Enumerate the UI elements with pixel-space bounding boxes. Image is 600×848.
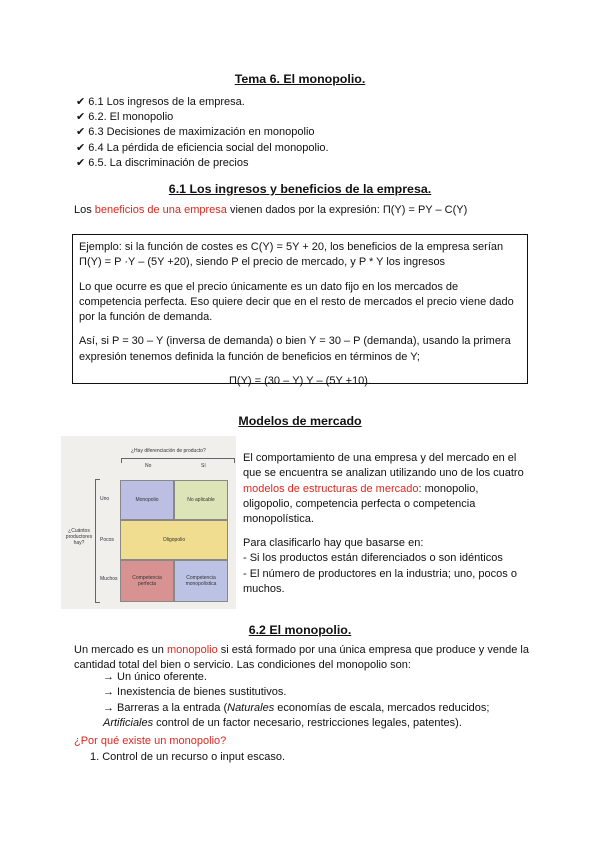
figure-row-muchos: Muchos xyxy=(100,576,118,582)
figure-col-si: Sí xyxy=(201,463,206,469)
condition-item: → Un único oferente. xyxy=(103,671,207,683)
barrier-text: control de un factor necesario, restricciones legales, patentes). xyxy=(153,717,462,729)
barrier-text: → Barreras a la entrada ( xyxy=(103,701,228,714)
models-paragraph xyxy=(243,451,528,527)
intro-text: Un mercado es un xyxy=(74,644,167,656)
intro-text: si está formado por una única empresa que produce y vende la cantidad total del bien o servicio. Las condiciones del monopolio son: xyxy=(74,644,529,672)
criteria-lead: Para clasificarlo hay que basarse en: xyxy=(243,537,424,549)
cell-no-aplicable: No aplicable xyxy=(174,480,228,520)
cell-competencia-perfecta: Competencia perfecta xyxy=(120,560,174,602)
models-text: El comportamiento de una empresa y del mercado en el que se encuentra se analizan utilizando uno de los cuatro xyxy=(243,452,524,480)
intro-highlight: beneficios de una empresa xyxy=(94,204,227,216)
barrier-artificial: Artificiales xyxy=(103,717,154,729)
figure-col-no: No xyxy=(145,463,152,469)
condition-item xyxy=(103,701,489,716)
page-title: Tema 6. El monopolio. xyxy=(234,72,366,86)
intro-text: vienen dados por la expresión: Π(Y) = PY – C(Y) xyxy=(226,204,468,216)
classification-criteria xyxy=(243,536,528,597)
figure-row-uno: Uno xyxy=(100,496,110,502)
market-structure-figure xyxy=(61,436,236,609)
figure-top-bracket xyxy=(121,458,235,463)
intro-highlight: monopolio xyxy=(166,644,218,656)
section-heading-6-1: 6.1 Los ingresos y beneficios de la empresa. xyxy=(168,182,432,196)
barrier-continuation xyxy=(103,716,462,731)
models-highlight: modelos de estructuras de mercado xyxy=(243,482,419,495)
toc-item: ✔ 6.1 Los ingresos de la empresa. xyxy=(76,96,245,108)
section-heading-6-2: 6.2 El monopolio. xyxy=(248,623,352,637)
criteria-item: - El número de productores en la industria; uno, pocos o muchos. xyxy=(243,567,517,595)
example-paragraph: Ejemplo: si la función de costes es C(Y) = 5Y + 20, los beneficios de la empresa serían Π(Y) = P ·Y – (5Y +20), siendo P el precio de mercado, y P * Y los ingresos xyxy=(79,241,504,269)
cell-oligopolio: Oligopolio xyxy=(120,520,228,560)
example-paragraph: Lo que ocurre es que el precio únicamente es un dato fijo en los mercados de competencia perfecta. Eso quiere decir que en el resto de mercados el precio viene dado por la función de demanda. xyxy=(79,280,514,324)
barrier-natural: Naturales xyxy=(227,701,275,714)
section-2-intro xyxy=(74,643,530,674)
example-box xyxy=(72,234,528,388)
reason-item: 1. Control de un recurso o input escaso. xyxy=(90,751,286,763)
condition-item: → Inexistencia de bienes sustitutivos. xyxy=(103,686,287,699)
toc-list xyxy=(76,95,329,171)
toc-item: ✔ 6.4 La pérdida de eficiencia social del monopolio. xyxy=(76,141,329,154)
why-monopoly-question: ¿Por qué existe un monopolio? xyxy=(74,735,227,747)
figure-row-pocos: Pocos xyxy=(100,537,114,543)
toc-item: ✔ 6.5. La discriminación de precios xyxy=(76,156,249,169)
cell-monopolio: Monopolio xyxy=(120,480,174,520)
toc-item: ✔ 6.3 Decisiones de maximización en monopolio xyxy=(76,126,315,139)
example-paragraph: Así, si P = 30 – Y (inversa de demanda) o bien Y = 30 – P (demanda), usando la primera expresión tenemos definida la función de beneficios en términos de Y; xyxy=(79,335,511,363)
monopoly-conditions xyxy=(103,670,489,716)
cell-competencia-monopolistica: Competencia monopolística xyxy=(174,560,228,602)
example-formula: Π(Y) = (30 – Y) Y – (5Y +10). xyxy=(228,375,372,388)
toc-item: ✔ 6.2. El monopolio xyxy=(76,111,174,124)
section-1-intro xyxy=(74,203,467,218)
models-text: : monopolio, oligopolio, competencia perfecta o competencia monopolística. xyxy=(243,482,479,526)
models-heading: Modelos de mercado xyxy=(238,414,362,428)
barrier-text: economías de escala, mercados reducidos; xyxy=(274,701,490,714)
figure-row-question: ¿Cuántos productores hay? xyxy=(65,528,93,546)
criteria-item: - Si los productos están diferenciados o son idénticos xyxy=(243,552,503,565)
intro-text: Los xyxy=(74,204,95,216)
figure-top-question: ¿Hay diferenciación de producto? xyxy=(131,448,206,454)
